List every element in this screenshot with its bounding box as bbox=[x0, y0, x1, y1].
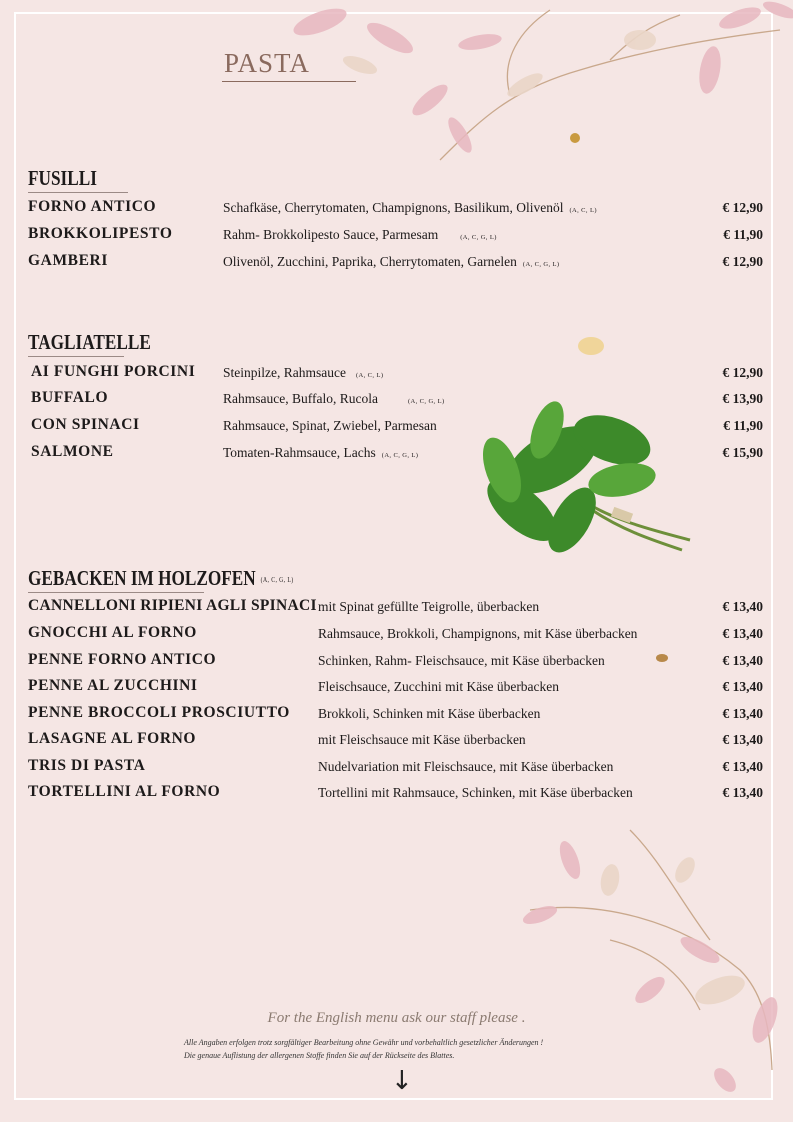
dish-description: Tortellini mit Rahmsauce, Schinken, mit Käse überbacken bbox=[318, 785, 633, 800]
dish-description bbox=[223, 365, 383, 381]
dish-description-text: Rahm- Brokkolipesto Sauce, Parmesam bbox=[223, 227, 439, 242]
menu-item bbox=[0, 757, 793, 781]
dish-name: CANNELLONI RIPIENI AGLI SPINACI bbox=[28, 597, 317, 614]
dish-description-text: Tomaten-Rahmsauce, Lachs bbox=[223, 445, 376, 460]
disclaimer-line-2: Die genaue Auflistung der allergenen Stoffe finden Sie auf der Rückseite des Blattes. bbox=[184, 1051, 455, 1060]
menu-item bbox=[0, 597, 793, 621]
dish-name: BROKKOLIPESTO bbox=[28, 225, 173, 242]
dish-price: € 13,40 bbox=[722, 785, 763, 800]
dish-description-text: Olivenöl, Zucchini, Paprika, Cherrytomaten, Garnelen bbox=[223, 254, 517, 269]
menu-item bbox=[0, 704, 793, 728]
menu-item bbox=[0, 198, 793, 222]
allergen-codes: (A, C, G, L) bbox=[522, 261, 560, 268]
dish-name: PENNE BROCCOLI PROSCIUTTO bbox=[28, 704, 290, 721]
dish-name: FORNO ANTICO bbox=[28, 198, 157, 215]
dish-price: € 11,90 bbox=[723, 227, 763, 242]
menu-item bbox=[0, 252, 793, 276]
dish-description: Fleischsauce, Zucchini mit Käse überbacken bbox=[318, 679, 560, 694]
disclaimer-line-1: Alle Angaben erfolgen trotz sorgfältiger Bearbeitung ohne Gewähr und vorbehaltlich gesetzlicher Änderungen ! bbox=[184, 1038, 544, 1047]
dish-price: € 13,40 bbox=[722, 759, 763, 774]
section-title-text: FUSILLI bbox=[28, 166, 97, 190]
section-allergen-codes: (A, C, G, L) bbox=[260, 576, 294, 585]
allergen-codes: (A, C, L) bbox=[355, 372, 384, 379]
allergen-codes: (A, C, L) bbox=[569, 207, 597, 214]
dish-description: Nudelvariation mit Fleischsauce, mit Käse überbacken bbox=[318, 759, 614, 774]
dish-description bbox=[223, 418, 443, 434]
allergen-codes: (A, C, G, L) bbox=[407, 398, 445, 405]
dish-description-text: Rahmsauce, Spinat, Zwiebel, Parmesan bbox=[223, 418, 437, 433]
menu-item bbox=[0, 416, 793, 440]
dish-price: € 12,90 bbox=[722, 365, 763, 380]
dish-description-text: Schafkäse, Cherrytomaten, Champignons, Basilikum, Olivenöl bbox=[223, 200, 564, 215]
dish-name: LASAGNE AL FORNO bbox=[28, 730, 197, 747]
dish-price: € 12,90 bbox=[722, 254, 763, 269]
dish-price: € 12,90 bbox=[722, 200, 763, 215]
section-title-fusilli bbox=[28, 166, 97, 191]
dish-description bbox=[223, 200, 597, 216]
section-title-tagliatelle bbox=[28, 330, 151, 355]
dish-description-text: Rahmsauce, Buffalo, Rucola bbox=[223, 391, 378, 406]
dish-description: Brokkoli, Schinken mit Käse überbacken bbox=[318, 706, 541, 721]
menu-item bbox=[0, 225, 793, 249]
dish-name: GAMBERI bbox=[28, 252, 108, 269]
dish-description: Schinken, Rahm- Fleischsauce, mit Käse überbacken bbox=[318, 653, 605, 668]
floral-branch-bottom-decoration bbox=[510, 820, 793, 1100]
dish-description: Rahmsauce, Brokkoli, Champignons, mit Käse überbacken bbox=[318, 626, 638, 641]
dish-price: € 13,40 bbox=[722, 732, 763, 747]
title-underline bbox=[222, 81, 356, 82]
floral-branch-top-decoration bbox=[280, 0, 793, 170]
dish-description bbox=[223, 391, 445, 407]
dish-name: AI FUNGHI PORCINI bbox=[31, 363, 196, 380]
dish-price: € 13,40 bbox=[722, 626, 763, 641]
allergen-codes: (A, C, G, L) bbox=[381, 452, 419, 459]
dish-name: CON SPINACI bbox=[31, 416, 140, 433]
dish-description: mit Fleischsauce mit Käse überbacken bbox=[318, 732, 526, 747]
dish-name: BUFFALO bbox=[31, 389, 109, 406]
menu-item bbox=[0, 651, 793, 675]
menu-item bbox=[0, 677, 793, 701]
section-title-gebacken bbox=[28, 566, 294, 591]
dish-name: PENNE AL ZUCCHINI bbox=[28, 677, 198, 694]
menu-item bbox=[0, 730, 793, 754]
dish-name: TORTELLINI AL FORNO bbox=[28, 783, 221, 800]
section-underline bbox=[28, 592, 204, 593]
menu-item bbox=[0, 783, 793, 807]
dish-name: SALMONE bbox=[31, 443, 114, 460]
menu-item bbox=[0, 624, 793, 648]
menu-item bbox=[0, 389, 793, 413]
section-underline bbox=[28, 356, 124, 357]
dish-price: € 15,90 bbox=[722, 445, 763, 460]
dish-description: mit Spinat gefüllte Teigrolle, überbacken bbox=[318, 599, 540, 614]
english-menu-note: For the English menu ask our staff please . bbox=[267, 1010, 526, 1026]
dish-price: € 13,40 bbox=[722, 706, 763, 721]
page-title: PASTA bbox=[224, 48, 310, 78]
dish-description bbox=[223, 254, 560, 270]
dish-price: € 13,40 bbox=[722, 599, 763, 614]
menu-item bbox=[0, 363, 793, 387]
menu-item bbox=[0, 443, 793, 467]
dish-name: GNOCCHI AL FORNO bbox=[28, 624, 197, 641]
dish-description-text: Steinpilze, Rahmsauce bbox=[223, 365, 346, 380]
section-title-text: GEBACKEN IM HOLZOFEN bbox=[28, 566, 256, 590]
arrow-down-icon: ↓ bbox=[391, 1066, 413, 1096]
gold-dab-decoration bbox=[576, 334, 606, 358]
dish-price: € 11,90 bbox=[723, 418, 763, 433]
dish-price: € 13,90 bbox=[722, 391, 763, 406]
dish-name: TRIS DI PASTA bbox=[28, 757, 146, 774]
dish-description bbox=[223, 445, 418, 461]
section-title-text: TAGLIATELLE bbox=[28, 330, 151, 354]
dish-name: PENNE FORNO ANTICO bbox=[28, 651, 217, 668]
dish-price: € 13,40 bbox=[722, 679, 763, 694]
dish-price: € 13,40 bbox=[722, 653, 763, 668]
allergen-codes: (A, C, G, L) bbox=[460, 234, 497, 241]
section-underline bbox=[28, 192, 128, 193]
dish-description bbox=[223, 227, 497, 243]
